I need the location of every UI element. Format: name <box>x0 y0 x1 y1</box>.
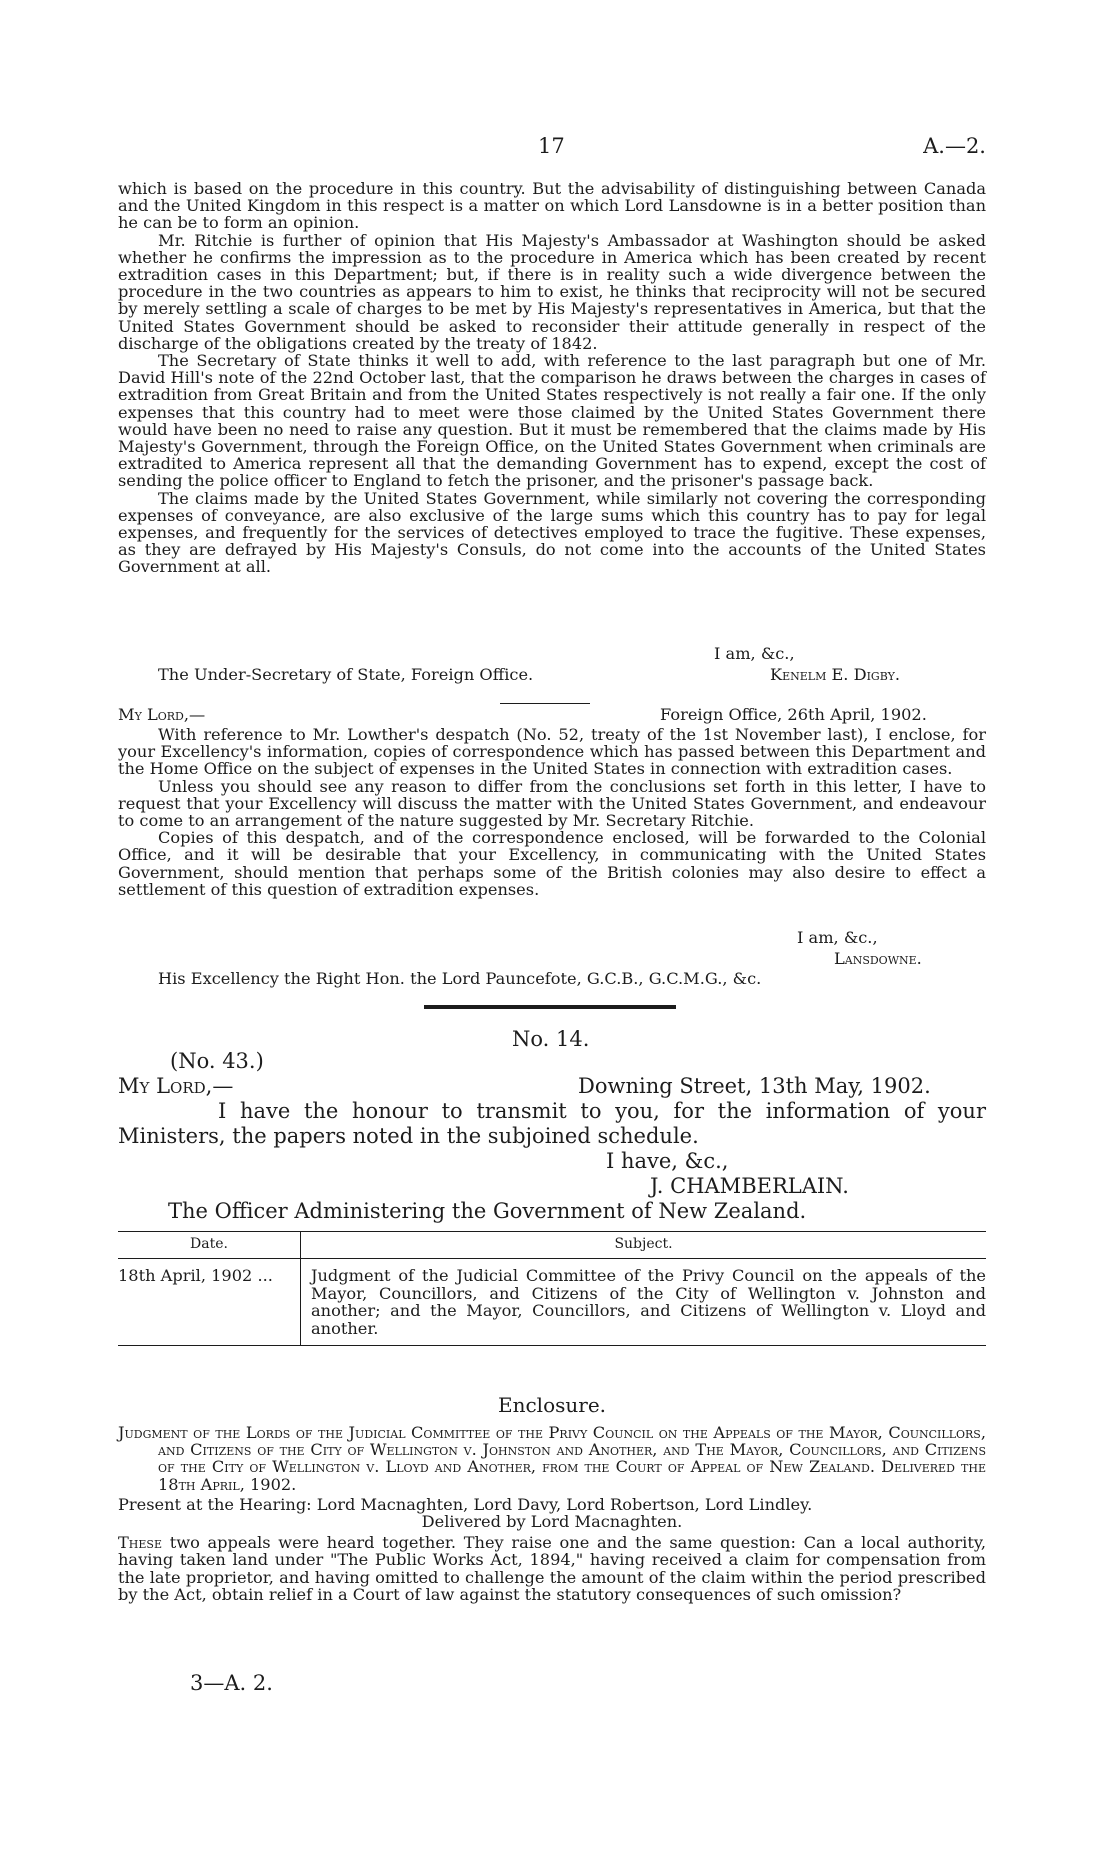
signature-mark: 3—A. 2. <box>190 1671 273 1695</box>
memo-paragraph: Mr. Ritchie is further of opinion that His Majesty's Ambassador at Washington should be asked whether he confirms the impression as to the procedure in America which has been created by recent extradition cases in this Department; but, if there is in reality such a wide divergence between the procedure in the two countries as appears to him to exist, he thinks that reciprocity will not be secured by merely settling a scale of charges to be met by His Majesty's representatives in America, but that the United States Government should be asked to reconsider their attitude generally in respect of the discharge of the obligations created by the treaty of 1842. <box>118 230 986 353</box>
despatch-addressee: His Excellency the Right Hon. the Lord Pauncefote, G.C.B., G.C.M.G., &c. <box>158 969 762 988</box>
memo-paragraph: which is based on the procedure in this country. But the advisability of distinguishing between Canada and the United Kingdom in this respect is a matter on which Lord Lansdowne is in a better position than he can be to form an opinion. <box>118 179 986 233</box>
enclosure-heading: Enclosure. <box>498 1393 607 1417</box>
date-cell: 18th April, 1902 ... <box>118 1259 301 1346</box>
judgment-opening <box>118 1534 986 1603</box>
column-header-date: Date. <box>118 1232 301 1259</box>
despatch-signature: Lansdowne. <box>834 949 922 968</box>
enclosure-body <box>118 1424 986 1603</box>
no14-salutation: My Lord,— <box>118 1074 234 1098</box>
despatch-paragraph: Unless you should see any reason to differ from the conclusions set forth in this letter, I have to request that your Excellency will discuss the matter with the United States Government, and endeavour to come to an arrangement of the nature suggested by Mr. Secretary Ritchie. <box>118 776 986 831</box>
table-header-row <box>118 1232 986 1259</box>
delivered-by: Delivered by Lord Macnaghten. <box>421 1512 683 1532</box>
memo-closing: I am, &c., <box>714 644 795 663</box>
despatch-paragraph: Copies of this despatch, and of the correspondence enclosed, will be forwarded to the Colonial Office, and it will be desirable that your Excellency, in communicating with the United States Government, should mention that perhaps some of the British colonies may also desire to effect a settlement of this question of extradition expenses. <box>118 828 986 899</box>
despatch-salutation: My Lord,— <box>118 705 206 724</box>
no14-closing: I have, &c., <box>606 1149 729 1173</box>
no14-paragraph: I have the honour to transmit to you, for the information of your Ministers, the papers noted in the subjoined schedule. <box>118 1099 986 1148</box>
despatch-number: (No. 43.) <box>170 1049 264 1073</box>
no14-addressee: The Officer Administering the Government of New Zealand. <box>168 1199 807 1223</box>
no14-signature: J. CHAMBERLAIN. <box>650 1174 849 1198</box>
section-heading: No. 14. <box>512 1027 590 1051</box>
subject-cell: Judgment of the Judicial Committee of the Privy Council on the appeals of the Mayor, Councillors, and Citizens of the City of Wellington v. Johnston and another; and the Mayor, Councillors, and Citizens of Wellington v. Lloyd and another. <box>311 1266 986 1338</box>
document-reference: A.—2. <box>923 134 986 158</box>
despatch-paragraph: With reference to Mr. Lowther's despatch (No. 52, treaty of the 1st November last), I enclose, for your Excellency's information, copies of correspondence which has passed between this Department and the Home Office on the subject of expenses in the United States in connection with extradition cases. <box>118 725 986 779</box>
memo-signature: Kenelm E. Digby. <box>770 665 901 684</box>
no14-place-date: Downing Street, 13th May, 1902. <box>578 1074 931 1098</box>
despatch-closing: I am, &c., <box>797 928 878 947</box>
despatch-place-date: Foreign Office, 26th April, 1902. <box>660 705 927 724</box>
present-at-hearing: Present at the Hearing: Lord Macnaghten, Lord Davy, Lord Robertson, Lord Lindley. <box>118 1494 813 1514</box>
memo-paragraph: The Secretary of State thinks it well to add, with reference to the last paragraph but one of Mr. David Hill's note of the 22nd October last, that the comparison he draws between the charges in cases of extradition from Great Britain and from the United States respectively is not really a fair one. If the only expenses that this country had to meet were those claimed by the United States Government there would have been no need to raise any question. But it must be remembered that the claims made by His Majesty's Government, through the Foreign Office, on the United States Government when criminals are extradited to America represent all that the demanding Government has to expend, except the cost of sending the police officer to England to fetch the prisoner, and the prisoner's passage back. <box>118 351 986 491</box>
despatch-body <box>118 726 986 898</box>
section-divider <box>424 1005 676 1009</box>
page-number: 17 <box>538 134 565 158</box>
table-row <box>118 1259 986 1346</box>
short-divider <box>500 703 590 704</box>
judgment-title: Judgment of the Lords of the Judicial Committee of the Privy Council on the Appeals of the Mayor, Councillors, and Citizens of the City of Wellington v. Johnston and Another, and The Mayor, Councillors, and Citizens of the City of Wellington v. Lloyd and Another, from the Court of Appeal of New Zealand. Delivered the 18th April, 1902. <box>118 1423 986 1494</box>
memo-paragraph: The claims made by the United States Government, while similarly not covering the corresponding expenses of conveyance, are also exclusive of the large sums which this country has to pay for legal expenses, and frequently for the services of detectives employed to trace the fugitive. These expenses, as they are defrayed by His Majesty's Consuls, do not come into the accounts of the United States Government at all. <box>118 488 986 577</box>
opening-text: two appeals were heard together. They raise one and the same question: Can a local authority, having taken land under "The Public Works Act, 1894," having received a claim for compensation from the late proprietor, and having omitted to challenge the amount of the claim within the period prescribed by the Act, obtain relief in a Court of law against the statutory consequences of such omission? <box>118 1533 986 1604</box>
schedule-table <box>118 1232 986 1346</box>
no14-body <box>118 1099 986 1149</box>
memo-addressee: The Under-Secretary of State, Foreign Office. <box>158 665 534 684</box>
memo-body <box>118 180 986 576</box>
opening-word: These <box>118 1533 162 1553</box>
column-header-subject: Subject. <box>301 1232 987 1259</box>
